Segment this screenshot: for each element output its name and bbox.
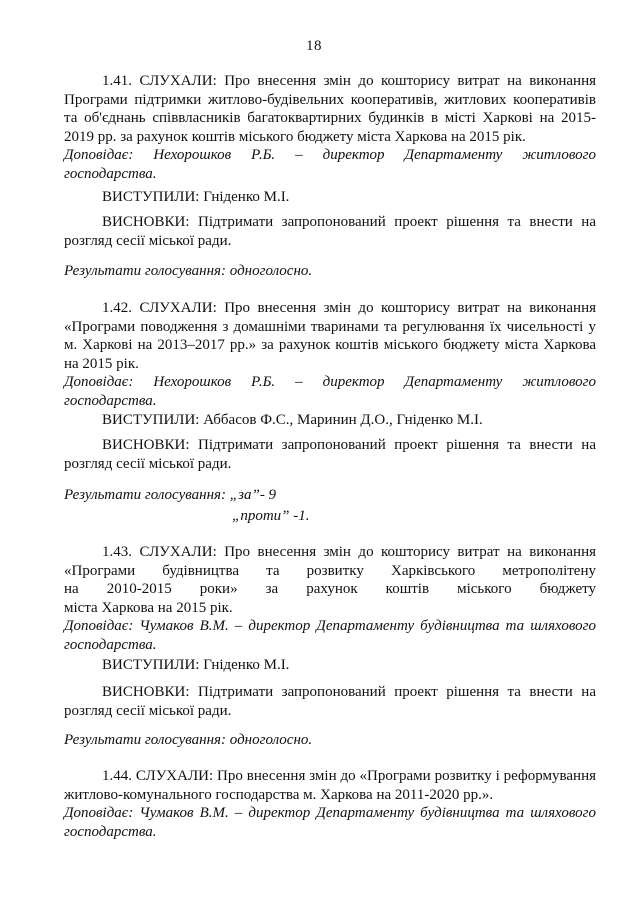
voting-1-41: [64, 262, 596, 281]
speaker-line: Доповідає: Нехорошков Р.Б. – директор Департаменту житлового: [64, 374, 596, 390]
agenda-item-1-42: [64, 299, 596, 410]
voting-result: Результати голосування: одноголосно.: [64, 732, 313, 748]
voting-1-43: [64, 731, 596, 750]
agenda-item-1-43: [64, 543, 596, 654]
conclusion-text: ВИСНОВКИ: Підтримати запропонований проект рішення та внести на розгляд сесії міської ради.: [64, 437, 596, 472]
voting-result: Результати голосування: одноголосно.: [64, 263, 313, 279]
heard-text: 1.41. СЛУХАЛИ: Про внесення змін до кошторису витрат на виконання Програми підтримки житлово-будівельних кооперативів, житлових кооперативів та об'єднань співвласників багатоквартирних будинків в місті Харкові на 2015-2019 рр. за рахунок коштів міського бюджету міста Харкова на 2015 рік.: [64, 73, 596, 145]
conclusion-1-43: [64, 683, 596, 720]
speaker-line: Доповідає: Нехорошков Р.Б. – директор Департаменту житлового: [64, 147, 596, 163]
spoke-1-41: [64, 188, 596, 207]
voting-result-against: „проти” -1.: [232, 507, 310, 524]
spoke-1-43: [64, 656, 596, 675]
agenda-item-1-44: [64, 767, 596, 841]
voting-1-42: [64, 486, 596, 525]
page-number: 18: [306, 38, 322, 54]
conclusion-text: ВИСНОВКИ: Підтримати запропонований проект рішення та внести на розгляд сесії міської ради.: [64, 214, 596, 249]
spoke-text: ВИСТУПИЛИ: Гніденко М.І.: [102, 657, 290, 673]
speaker-line-continued: господарства.: [64, 165, 157, 182]
conclusion-1-42: [64, 436, 596, 473]
speaker-line-continued: господарства.: [64, 392, 157, 409]
heard-text-line-4: міста Харкова на 2015 рік.: [64, 599, 233, 616]
heard-text: 1.44. СЛУХАЛИ: Про внесення змін до «Програми розвитку і реформування житлово-комунального господарства м. Харкова на 2011-2020 рр.».: [64, 768, 596, 803]
speaker-text: Доповідає: Чумаков В.М. – директор Департаменту будівництва та шляхового господарства.: [64, 805, 596, 840]
spoke-text: ВИСТУПИЛИ: Гніденко М.І.: [102, 189, 290, 205]
heard-text-line-3: на 2010-2015 роки» за рахунок коштів міського бюджету: [64, 581, 596, 597]
heard-text-line-2: «Програми будівництва та розвитку Харківського метрополітену: [64, 562, 596, 579]
spoke-1-42: [64, 411, 596, 430]
speaker-text: Доповідає: Чумаков В.М. – директор Департаменту будівництва та шляхового господарства.: [64, 618, 596, 653]
conclusion-text: ВИСНОВКИ: Підтримати запропонований проект рішення та внести на розгляд сесії міської ради.: [64, 684, 596, 719]
spoke-text: ВИСТУПИЛИ: Аббасов Ф.С., Маринин Д.О., Гніденко М.І.: [102, 412, 483, 428]
heard-text-line-1: 1.43. СЛУХАЛИ: Про внесення змін до кошторису витрат на виконання: [102, 544, 596, 560]
agenda-item-1-41: [64, 72, 596, 183]
heard-text: 1.42. СЛУХАЛИ: Про внесення змін до кошторису витрат на виконання «Програми поводження з домашніми тваринами та регулювання їх чисельності у м. Харкові на 2013–2017 рр.» за рахунок коштів міського бюджету міста Харкова на 2015 рік.: [64, 300, 596, 372]
conclusion-1-41: [64, 213, 596, 250]
voting-result: Результати голосування: „за”- 9: [64, 487, 277, 503]
